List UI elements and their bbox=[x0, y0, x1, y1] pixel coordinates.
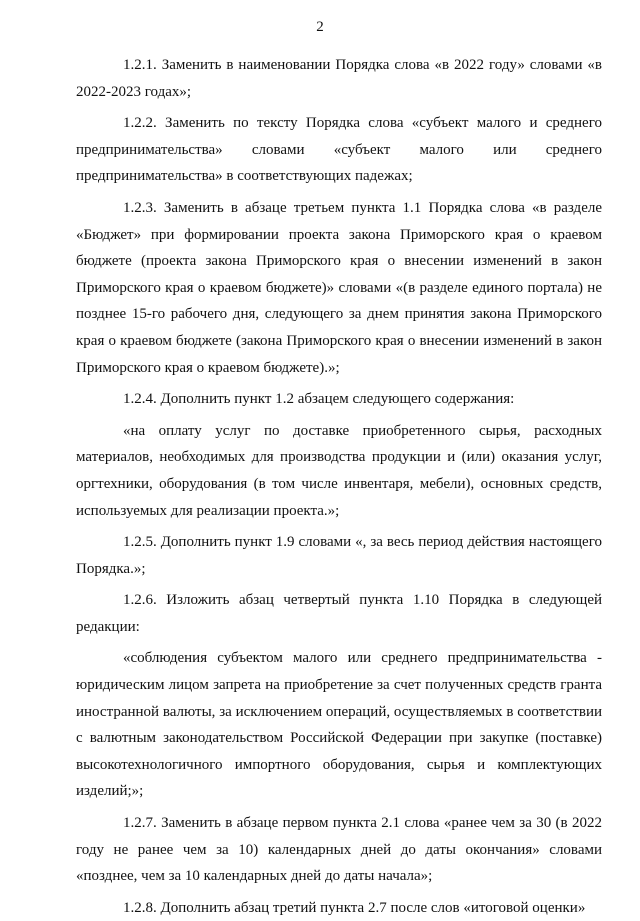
paragraph-1-2-4: 1.2.4. Дополнить пункт 1.2 абзацем следующего содержания: bbox=[123, 391, 515, 408]
paragraph-1-2-1: 1.2.1. Заменить в наименовании Порядка слова «в 2022 году» словами «в 2022-2023 годах»; bbox=[76, 57, 602, 100]
paragraph-1-2-7: 1.2.7. Заменить в абзаце первом пункта 2.1 слова «ранее чем за 30 (в 2022 году не ранее чем за 10) календарных дней до даты окончания» словами «позднее, чем за 10 календарных дней до даты начала»; bbox=[76, 815, 602, 885]
paragraph-1-2-4-quote: «на оплату услуг по доставке приобретенного сырья, расходных материалов, необходимых для производства продукции и (или) оказания услуг, оргтехники, оборудования (в том числе инвентаря, мебели), основных средств, используемых для реализации проекта.»; bbox=[76, 422, 602, 519]
paragraph-1-2-6: 1.2.6. Изложить абзац четвертый пункта 1.10 Порядка в следующей редакции: bbox=[76, 592, 602, 635]
paragraph-1-2-2: 1.2.2. Заменить по тексту Порядка слова «субъект малого и среднего предпринимательства» словами «субъект малого или среднего предпринимательства» в соответствующих падежах; bbox=[76, 115, 602, 185]
paragraph-1-2-5: 1.2.5. Дополнить пункт 1.9 словами «, за весь период действия настоящего Порядка.»; bbox=[76, 534, 602, 577]
paragraph-1-2-3: 1.2.3. Заменить в абзаце третьем пункта 1.1 Порядка слова «в разделе «Бюджет» при формировании проекта закона Приморского края о краевом бюджете (проекта закона Приморского края о внесении изменений в закон Приморского края о краевом бюджете)» словами «(в разделе единого портала) не позднее 15-го рабочего дня, следующего за днем принятия закона Приморского края о краевом бюджете (закона Приморского края о внесении изменений в закон Приморского края о краевом бюджете).»; bbox=[76, 199, 602, 376]
page-number: 2 bbox=[316, 19, 324, 35]
paragraph-1-2-6-quote: «соблюдения субъектом малого или среднего предпринимательства - юридическим лицом запрета на приобретение за счет полученных средств гранта иностранной валюты, за исключением операций, осуществляемых в соответствии с валютным законодательством Российской Федерации при закупке (поставке) высокотехнологичного импортного оборудования, сырья и комплектующих изделий;»; bbox=[76, 650, 602, 800]
document-body bbox=[76, 52, 602, 921]
paragraph-1-2-8: 1.2.8. Дополнить абзац третий пункта 2.7 после слов «итоговой оценки» bbox=[123, 899, 586, 916]
